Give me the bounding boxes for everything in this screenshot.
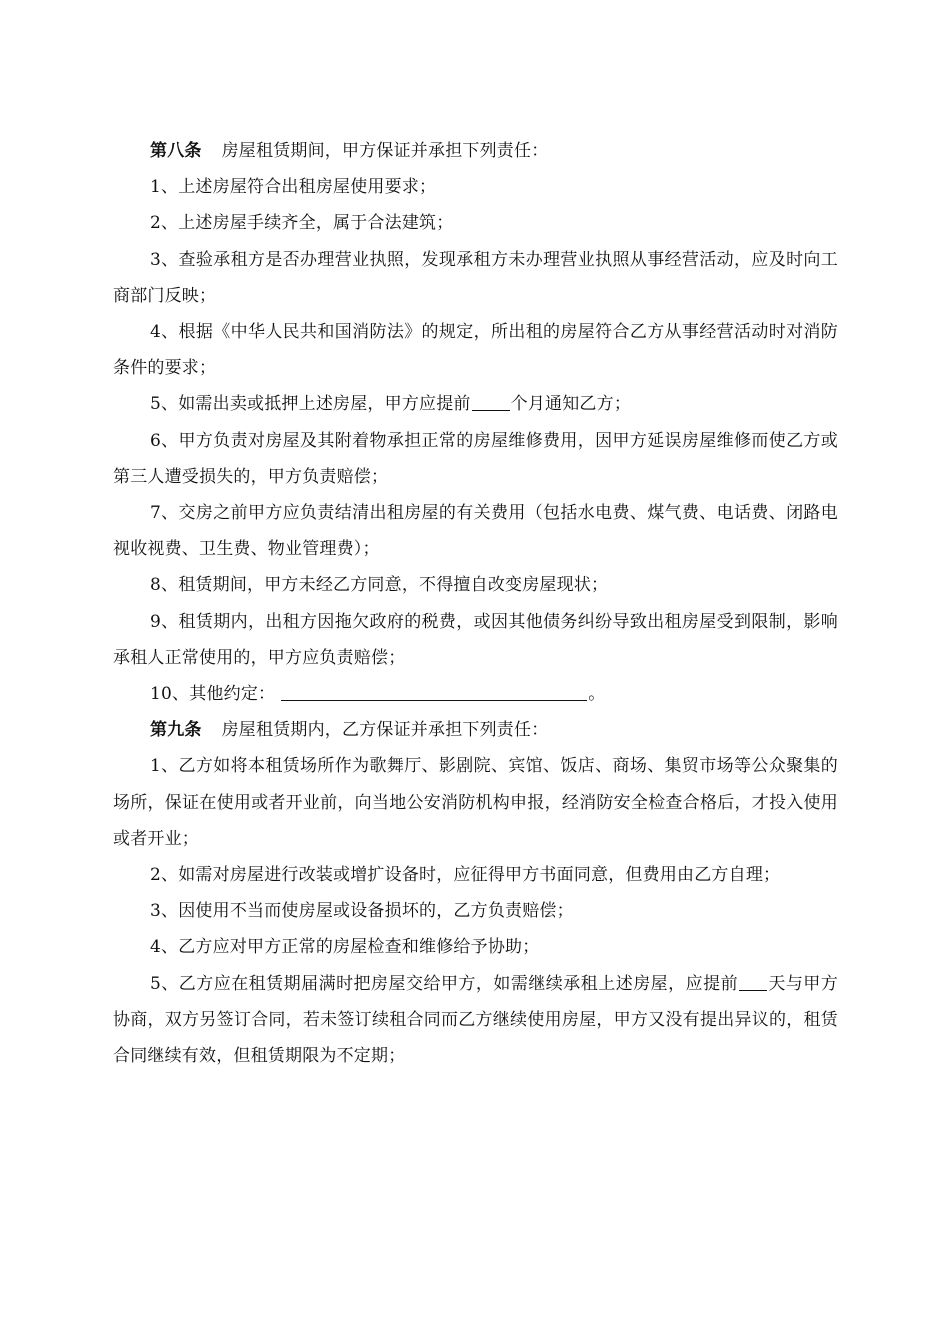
- article-9-item-1: 1、乙方如将本租赁场所作为歌舞厅、影剧院、宾馆、饭店、商场、集贸市场等公众聚集的场所，保证在使用或者开业前，向当地公安消防机构申报，经消防安全检查合格后，才投入使用或者开业；: [113, 756, 838, 849]
- article-8-intro: [113, 133, 838, 169]
- article-8-item-10-before: 10、其他约定：: [150, 684, 276, 705]
- fill-in-blank-days[interactable]: [739, 972, 767, 991]
- article-8-item-4: 4、根据《中华人民共和国消防法》的规定，所出租的房屋符合乙方从事经营活动时对消防条件的要求；: [113, 322, 838, 379]
- article-8-item-10-after: 。: [588, 684, 606, 705]
- article-8-item-8: 8、租赁期间，甲方未经乙方同意，不得擅自改变房屋现状；: [150, 575, 609, 596]
- article-8-item-5-before: 5、如需出卖或抵押上述房屋，甲方应提前: [150, 394, 471, 415]
- article-8-item-1: 1、上述房屋符合出租房屋使用要求；: [150, 177, 437, 198]
- document-body: [113, 133, 838, 1074]
- article-8-item-9: 9、租赁期内，出租方因拖欠政府的税费，或因其他债务纠纷导致出租房屋受到限制，影响承租人正常使用的，甲方应负责赔偿；: [113, 611, 838, 668]
- article-9-item-5-after: 天与甲方协商，双方另签订合同，若未签订续租合同而乙方继续使用房屋，甲方又没有提出异议的，租赁合同继续有效，但租赁期限为不定期；: [113, 973, 838, 1067]
- fill-in-blank-months[interactable]: [472, 392, 510, 411]
- article-9-item-3: 3、因使用不当而使房屋或设备损坏的，乙方负责赔偿；: [150, 901, 574, 922]
- article-8-item-7: 7、交房之前甲方应负责结清出租房屋的有关费用（包括水电费、煤气费、电话费、闭路电视收视费、卫生费、物业管理费）；: [113, 503, 838, 560]
- article-9-heading: 第九条: [150, 720, 202, 741]
- article-9-item-5-before: 5、乙方应在租赁期届满时把房屋交给甲方，如需继续承租上述房屋，应提前: [150, 973, 739, 994]
- article-9-intro: [113, 712, 838, 748]
- article-8-intro-text: 房屋租赁期间，甲方保证并承担下列责任：: [221, 141, 549, 161]
- article-9-intro-text: 房屋租赁期内，乙方保证并承担下列责任：: [221, 720, 549, 741]
- article-9-item-5: [113, 966, 838, 1075]
- article-9-item-4: 4、乙方应对甲方正常的房屋检查和维修给予协助；: [150, 937, 540, 958]
- article-8-item-6: 6、甲方负责对房屋及其附着物承担正常的房屋维修费用，因甲方延误房屋维修而使乙方或第三人遭受损失的，甲方负责赔偿；: [113, 430, 838, 487]
- article-8-item-2: 2、上述房屋手续齐全，属于合法建筑；: [150, 213, 454, 234]
- article-8-heading: 第八条: [150, 141, 202, 161]
- fill-in-blank-other-terms[interactable]: [281, 682, 587, 701]
- article-8-item-5: [113, 386, 838, 422]
- article-8-item-3: 3、查验承租方是否办理营业执照，发现承租方未办理营业执照从事经营活动，应及时向工商部门反映；: [113, 249, 838, 306]
- article-8-item-10: [113, 676, 838, 712]
- article-9-item-2: 2、如需对房屋进行改装或增扩设备时，应征得甲方书面同意，但费用由乙方自理；: [150, 865, 781, 886]
- article-8-item-5-after: 个月通知乙方；: [510, 394, 632, 415]
